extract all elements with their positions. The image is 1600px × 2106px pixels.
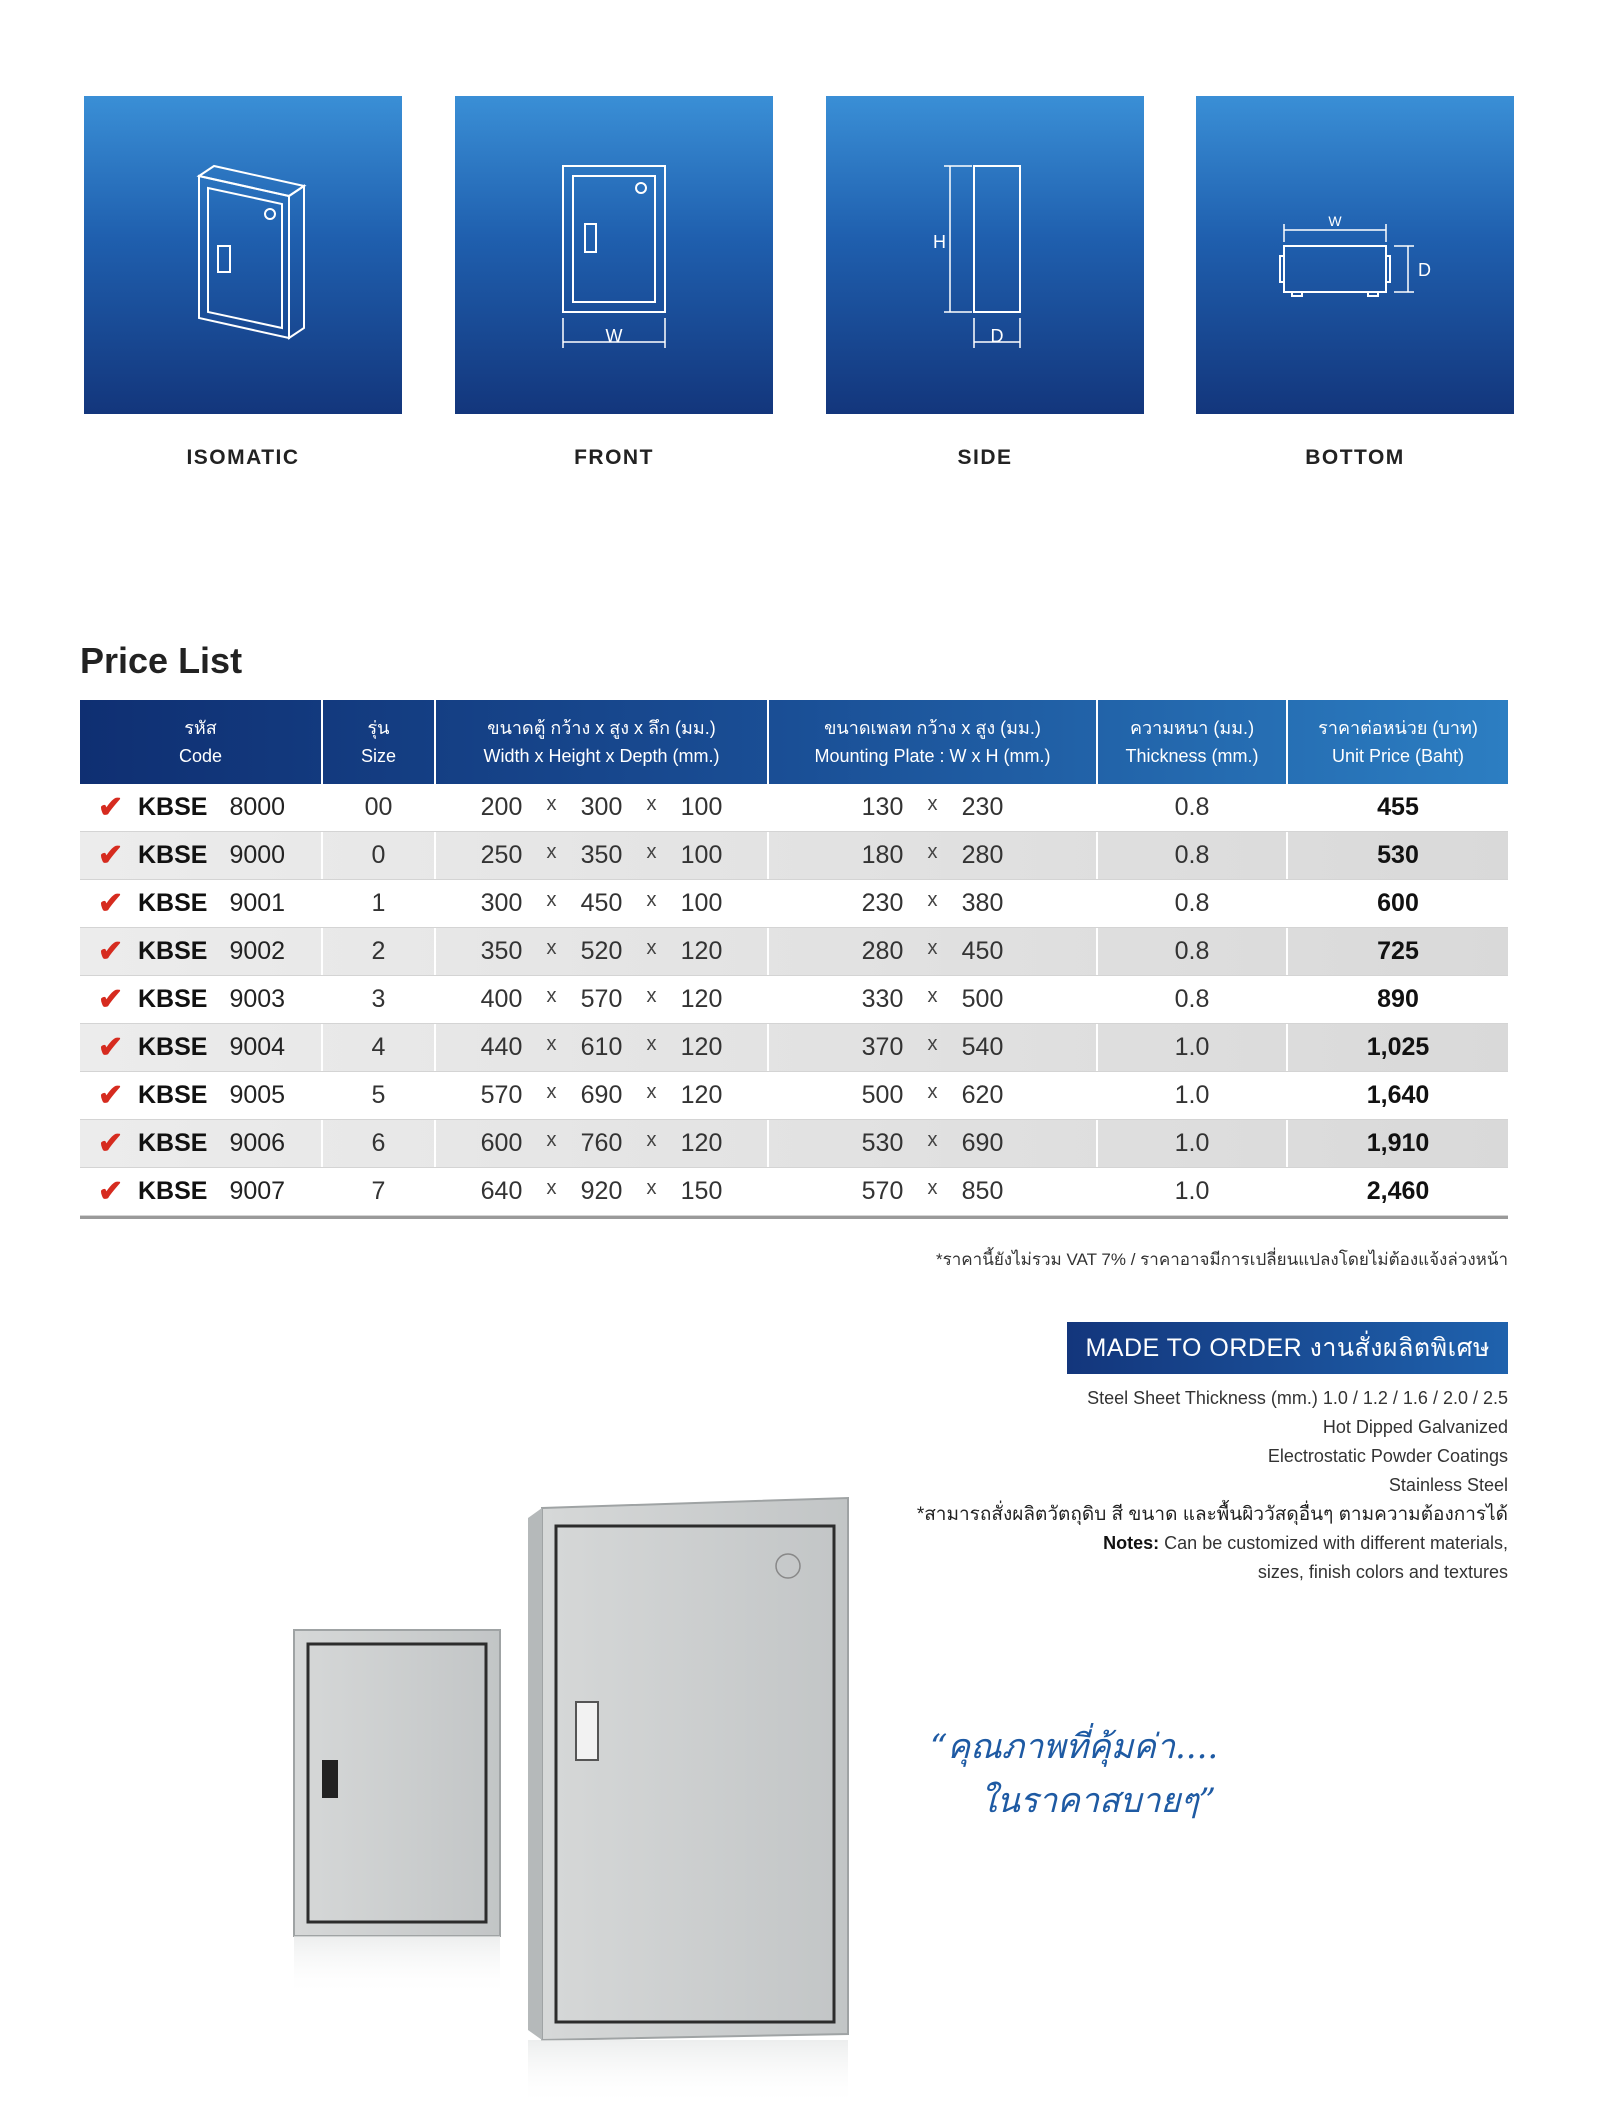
code-number: 9006 [229,1129,286,1157]
header-mounting-plate: ขนาดเพลท กว้าง x สูง (มม.) Mounting Plate : W x H (mm.) [769,700,1098,784]
table-row [80,1168,1508,1216]
cell-unit-price: 1,910 [1366,1129,1430,1157]
plate-height-value: 500 [961,985,1004,1013]
plate-height-value: 690 [961,1129,1004,1157]
code-prefix: KBSE [138,1081,208,1109]
depth-value: 120 [680,1129,723,1157]
table-row [80,880,1508,928]
slogan-line-2: ในราคาสบายๆ” [980,1781,1217,1821]
code-number: 8000 [229,793,286,821]
code-number: 9002 [229,937,286,965]
depth-value: 100 [680,841,723,869]
code-prefix: KBSE [138,889,208,917]
code-number: 9001 [229,889,286,917]
front-cabinet-icon [455,96,773,414]
times-sign: x [546,1177,557,1199]
cell-code [80,928,323,975]
depth-value: 120 [680,985,723,1013]
cell-size: 00 [323,784,436,831]
times-sign: x [927,1177,938,1199]
isometric-view-tile [84,96,402,414]
cell-code [80,976,323,1023]
thickness-options: Steel Sheet Thickness (mm.) 1.0 / 1.2 / 1.6 / 2.0 / 2.5 [1087,1388,1508,1408]
code-prefix: KBSE [138,793,208,821]
width-value: 350 [480,937,523,965]
height-value: 920 [580,1177,623,1205]
times-sign: x [546,1129,557,1151]
notes-line-1: Notes: Can be customized with different materials, [1103,1533,1508,1553]
check-icon: ✔ [98,1175,124,1208]
plate-width-value: 280 [861,937,904,965]
times-sign: x [546,889,557,911]
depth-value: 100 [680,889,723,917]
plate-width-value: 180 [861,841,904,869]
side-view-tile [826,96,1144,414]
cell-unit-price: 1,025 [1366,1033,1430,1061]
cell-dimensions [436,832,769,879]
cell-unit-price: 890 [1377,985,1419,1013]
header-thickness: ความหนา (มม.) Thickness (mm.) [1098,700,1288,784]
times-sign: x [546,937,557,959]
depth-value: 120 [680,1033,723,1061]
cell-size: 5 [323,1072,436,1119]
table-bottom-rule [80,1216,1508,1219]
notes-label: Notes: [1103,1533,1160,1553]
table-row [80,976,1508,1024]
height-value: 570 [580,985,623,1013]
times-sign: x [646,889,657,911]
table-row [80,1120,1508,1168]
side-label: SIDE [957,446,1013,469]
height-value: 350 [580,841,623,869]
custom-order-note-thai: *สามารถสั่งผลิตวัตถุดิบ สี ขนาด และพื้นผิววัสดุอื่นๆ ตามความต้องการได้ [916,1504,1508,1525]
times-sign: x [646,841,657,863]
times-sign: x [927,937,938,959]
height-value: 450 [580,889,623,917]
check-icon: ✔ [98,791,124,824]
side-height-label: H [933,232,946,252]
check-icon: ✔ [98,887,124,920]
cell-thickness: 0.8 [1098,928,1288,975]
table-body [80,784,1508,1216]
slogan-line-1: “คุณภาพที่คุ้มค่า.... [930,1727,1219,1767]
plate-width-value: 500 [861,1081,904,1109]
cell-size: 0 [323,832,436,879]
times-sign: x [927,841,938,863]
height-value: 690 [580,1081,623,1109]
cell-dimensions [436,1120,769,1167]
cell-unit-price: 1,640 [1366,1081,1430,1109]
times-sign: x [646,1129,657,1151]
cell-size: 3 [323,976,436,1023]
cell-unit-price: 455 [1377,793,1419,821]
cell-code [80,1120,323,1167]
isometric-cabinet-icon [84,96,402,414]
table-row [80,1072,1508,1120]
plate-width-value: 130 [861,793,904,821]
cell-thickness: 1.0 [1098,1120,1288,1167]
depth-value: 120 [680,937,723,965]
header-size: รุ่น Size [323,700,436,784]
cell-unit-price: 530 [1377,841,1419,869]
notes-line-2: sizes, finish colors and textures [1257,1562,1508,1582]
made-to-order-badge: MADE TO ORDER งานสั่งผลิตพิเศษ [1067,1322,1508,1374]
code-prefix: KBSE [138,985,208,1013]
times-sign: x [646,1177,657,1199]
cell-size: 6 [323,1120,436,1167]
cell-thickness: 0.8 [1098,784,1288,831]
code-number: 9000 [229,841,286,869]
plate-height-value: 540 [961,1033,1004,1061]
code-prefix: KBSE [138,937,208,965]
cell-mounting-plate [769,832,1098,879]
times-sign: x [646,985,657,1007]
plate-height-value: 230 [961,793,1004,821]
code-number: 9007 [229,1177,286,1205]
front-view-tile [455,96,773,414]
cell-dimensions [436,1024,769,1071]
price-list-title: Price List [80,640,243,681]
made-to-order-details [917,1384,1508,1587]
cell-thickness: 0.8 [1098,832,1288,879]
times-sign: x [927,985,938,1007]
width-value: 250 [480,841,523,869]
cell-dimensions [436,976,769,1023]
check-icon: ✔ [98,839,124,872]
height-value: 520 [580,937,623,965]
cell-mounting-plate [769,784,1098,831]
height-value: 610 [580,1033,623,1061]
times-sign: x [927,1129,938,1151]
width-value: 600 [480,1129,523,1157]
plate-height-value: 620 [961,1081,1004,1109]
table-row [80,784,1508,832]
plate-height-value: 280 [961,841,1004,869]
front-width-label: W [605,326,623,346]
times-sign: x [927,889,938,911]
bottom-label: BOTTOM [1305,446,1405,469]
cell-code [80,880,323,927]
plate-width-value: 330 [861,985,904,1013]
plate-height-value: 380 [961,889,1004,917]
cell-thickness: 1.0 [1098,1168,1288,1215]
cell-unit-price: 725 [1377,937,1419,965]
cell-code [80,1024,323,1071]
cell-size: 4 [323,1024,436,1071]
cabinet-product-image [280,1490,880,2106]
code-number: 9005 [229,1081,286,1109]
plate-width-value: 570 [861,1177,904,1205]
check-icon: ✔ [98,983,124,1016]
width-value: 640 [480,1177,523,1205]
plate-height-value: 450 [961,937,1004,965]
finish-powder-coating: Electrostatic Powder Coatings [1267,1446,1508,1466]
times-sign: x [546,1033,557,1055]
table-row [80,832,1508,880]
check-icon: ✔ [98,1031,124,1064]
cell-thickness: 0.8 [1098,880,1288,927]
cell-dimensions [436,1072,769,1119]
cell-thickness: 1.0 [1098,1072,1288,1119]
slogan [930,1720,1310,1828]
code-prefix: KBSE [138,1129,208,1157]
width-value: 200 [480,793,523,821]
cell-mounting-plate [769,1072,1098,1119]
height-value: 300 [580,793,623,821]
cell-dimensions [436,1168,769,1215]
height-value: 760 [580,1129,623,1157]
bottom-cabinet-icon [1196,96,1514,414]
times-sign: x [646,793,657,815]
width-value: 400 [480,985,523,1013]
depth-value: 150 [680,1177,723,1205]
width-value: 300 [480,889,523,917]
table-row [80,1024,1508,1072]
code-prefix: KBSE [138,841,208,869]
times-sign: x [646,1033,657,1055]
table-row [80,928,1508,976]
times-sign: x [646,1081,657,1103]
side-cabinet-icon [826,96,1144,414]
code-prefix: KBSE [138,1033,208,1061]
cell-size: 2 [323,928,436,975]
cell-size: 7 [323,1168,436,1215]
cell-thickness: 0.8 [1098,976,1288,1023]
cell-dimensions [436,880,769,927]
depth-value: 120 [680,1081,723,1109]
header-dimensions: ขนาดตู้ กว้าง x สูง x ลึก (มม.) Width x Height x Depth (mm.) [436,700,769,784]
times-sign: x [927,1081,938,1103]
cell-thickness: 1.0 [1098,1024,1288,1071]
bottom-width-label: W [1328,213,1342,229]
cell-code [80,832,323,879]
plate-height-value: 850 [961,1177,1004,1205]
code-number: 9003 [229,985,286,1013]
cell-unit-price: 600 [1377,889,1419,917]
code-prefix: KBSE [138,1177,208,1205]
finish-stainless: Stainless Steel [1388,1475,1508,1495]
times-sign: x [546,985,557,1007]
bottom-view-tile [1196,96,1514,414]
cell-code [80,1168,323,1215]
check-icon: ✔ [98,1127,124,1160]
isometric-label: ISOMATIC [186,446,300,469]
cell-size: 1 [323,880,436,927]
header-unit-price: ราคาต่อหน่วย (บาท) Unit Price (Baht) [1318,718,1478,766]
times-sign: x [546,841,557,863]
times-sign: x [646,937,657,959]
cell-code [80,1072,323,1119]
times-sign: x [927,793,938,815]
front-label: FRONT [574,446,654,469]
cell-mounting-plate [769,976,1098,1023]
header-code: รหัส Code [80,700,323,784]
cell-dimensions [436,784,769,831]
code-number: 9004 [229,1033,286,1061]
check-icon: ✔ [98,1079,124,1112]
cell-dimensions [436,928,769,975]
finish-galvanized: Hot Dipped Galvanized [1322,1417,1508,1437]
vat-note: *ราคานี้ยังไม่รวม VAT 7% / ราคาอาจมีการเปลี่ยนแปลงโดยไม่ต้องแจ้งล่วงหน้า [936,1250,1508,1269]
bottom-depth-label: D [1418,260,1431,280]
plate-width-value: 530 [861,1129,904,1157]
side-depth-label: D [990,326,1004,346]
cell-mounting-plate [769,928,1098,975]
cell-code [80,784,323,831]
cell-mounting-plate [769,1024,1098,1071]
depth-value: 100 [680,793,723,821]
times-sign: x [927,1033,938,1055]
times-sign: x [546,793,557,815]
width-value: 570 [480,1081,523,1109]
cell-unit-price: 2,460 [1366,1177,1430,1205]
table-header [80,700,1508,784]
cell-mounting-plate [769,1120,1098,1167]
times-sign: x [546,1081,557,1103]
check-icon: ✔ [98,935,124,968]
price-table [80,700,1508,1219]
plate-width-value: 370 [861,1033,904,1061]
cell-mounting-plate [769,1168,1098,1215]
width-value: 440 [480,1033,523,1061]
cell-mounting-plate [769,880,1098,927]
plate-width-value: 230 [861,889,904,917]
